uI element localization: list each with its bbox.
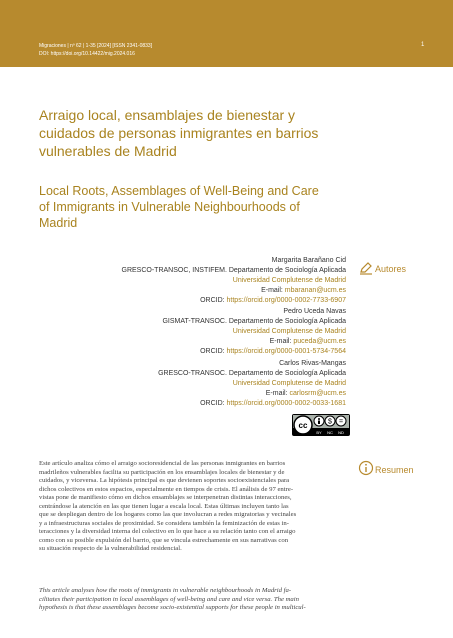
- author-university: Universidad Complutense de Madrid: [232, 277, 346, 284]
- author-name: Carlos Rivas-Mangas: [279, 360, 346, 367]
- pencil-icon: [358, 260, 374, 276]
- page-number: 1: [421, 42, 425, 48]
- author-email: [162, 337, 346, 347]
- title-en-line: Local Roots, Assemblages of Well-Being and Care: [39, 184, 319, 198]
- cc-license-badge[interactable]: [292, 414, 350, 436]
- title-es-line: cuidados de personas inmigrantes en barrios: [39, 125, 319, 141]
- author-university: Universidad Complutense de Madrid: [232, 380, 346, 387]
- journal-info: [39, 43, 152, 58]
- abstract-line: su situación respecto de la vulnerabilidad residencial.: [39, 545, 182, 552]
- author-name: Margarita Barañano Cid: [271, 257, 346, 264]
- abstract-line: hypothesis is that these assemblages become socio-existential supports for these people in multicul-: [39, 604, 306, 611]
- author-institution: GRESCO-TRANSOC, INSTIFEM. Departamento de Sociología Aplicada: [121, 267, 346, 274]
- cc-label: cc: [298, 421, 308, 430]
- orcid-link[interactable]: https://orcid.org/0000-0002-0033-1681: [226, 400, 346, 407]
- abstract-line: dichos colectivos en estos espacios, especialmente en tiempos de crisis. El análisis de 97 entre-: [39, 485, 294, 493]
- email-label: E-mail:: [269, 338, 294, 345]
- abstract-line: vistas pone de manifiesto cómo en dichos ensamblajes se interpenetran distintas interacciones,: [39, 494, 292, 501]
- author-name: Pedro Uceda Navas: [283, 308, 346, 315]
- title-en-line: Madrid: [39, 216, 78, 230]
- doi-line[interactable]: DOI: https://doi.org/10.14422/mig.2024.016: [39, 50, 135, 57]
- orcid-label: ORCID:: [200, 297, 227, 304]
- email-link[interactable]: carlosrm@ucm.es: [289, 390, 346, 397]
- title-en-line: of Immigrants in Vulnerable Neighbourhoods of: [39, 200, 300, 214]
- orcid-label: ORCID:: [200, 348, 227, 355]
- dollar-icon: $: [328, 418, 332, 426]
- orcid-link[interactable]: https://orcid.org/0000-0002-7733-6907: [226, 297, 346, 304]
- journal-line: Migraciones | nº 62 | 1-35 [2024] [ISSN 2341-0833]: [39, 43, 153, 49]
- abstract-line: cilitates their participation in local assemblages of well-being and care and vice versa. The main: [39, 595, 299, 603]
- author-block: [122, 256, 346, 306]
- email-link[interactable]: puceda@ucm.es: [293, 338, 346, 345]
- email-label: E-mail:: [265, 390, 290, 397]
- author-orcid: [122, 296, 346, 306]
- author-email: [158, 389, 346, 399]
- person-icon: [318, 418, 320, 420]
- title-es-line: vulnerables de Madrid: [39, 143, 177, 159]
- author-university: Universidad Complutense de Madrid: [232, 328, 346, 335]
- abstract-line: centrándose la atención en las que tienen lugar a escala local. Estas últimas incluyen tanto las: [39, 502, 289, 510]
- equals-icon: =: [338, 418, 344, 426]
- abstract-spanish: [39, 460, 349, 554]
- abstract-line: y a infraestructuras sociales de proximidad. Se considera también la feminización de estas in-: [39, 519, 289, 527]
- abstract-line: madrileños vulnerables facilita su participación en los ensamblajes locales de bienestar y de: [39, 468, 285, 476]
- orcid-label: ORCID:: [200, 400, 227, 407]
- title-english: [39, 183, 359, 231]
- abstract-line: teracciones y la diversidad interna del colectivo en lo que hace a su relación tanto con el arraigo: [39, 528, 296, 535]
- author-institution: GISMAT-TRANSOC. Departamento de Sociología Aplicada: [162, 318, 346, 325]
- abstract-line: que se despliegan dentro de los hogares como las que involucran a redes migratorias y vecinales: [39, 511, 297, 518]
- title-es-line: Arraigo local, ensamblajes de bienestar y: [39, 107, 296, 123]
- abstract-english: [39, 587, 349, 613]
- email-label: E-mail:: [261, 287, 285, 294]
- author-orcid: [162, 347, 346, 357]
- author-orcid: [158, 399, 346, 409]
- orcid-link[interactable]: https://orcid.org/0000-0001-5734-7564: [226, 348, 346, 355]
- authors-label: Autores: [375, 264, 407, 274]
- abstract-line: como con su posible expulsión del barrio, que se vincula estrechamente en sus narrativas con: [39, 536, 289, 544]
- author-email: [122, 286, 346, 296]
- info-icon: [358, 460, 374, 476]
- author-institution: GRESCO-TRANSOC. Departamento de Sociología Aplicada: [158, 370, 346, 377]
- author-block: [158, 359, 346, 409]
- nd-label: ND: [338, 430, 344, 435]
- nc-label: NC: [327, 430, 333, 435]
- abstract-line: Este artículo analiza cómo el arraigo socioresidencial de las personas inmigrantes en barrios: [39, 460, 286, 467]
- abstract-line: This article analyses how the roots of immigrants in vulnerable neighbourhoods in Madrid fa-: [39, 587, 292, 594]
- title-spanish: [39, 106, 359, 160]
- by-label: BY: [316, 430, 322, 435]
- resumen-label: Resumen: [375, 465, 414, 475]
- email-link[interactable]: mbaranan@ucm.es: [284, 287, 346, 294]
- abstract-line: cuidados, y viceversa. La hipótesis principal es que devienen soportes socioexistenciales para: [39, 477, 290, 484]
- author-block: [162, 307, 346, 357]
